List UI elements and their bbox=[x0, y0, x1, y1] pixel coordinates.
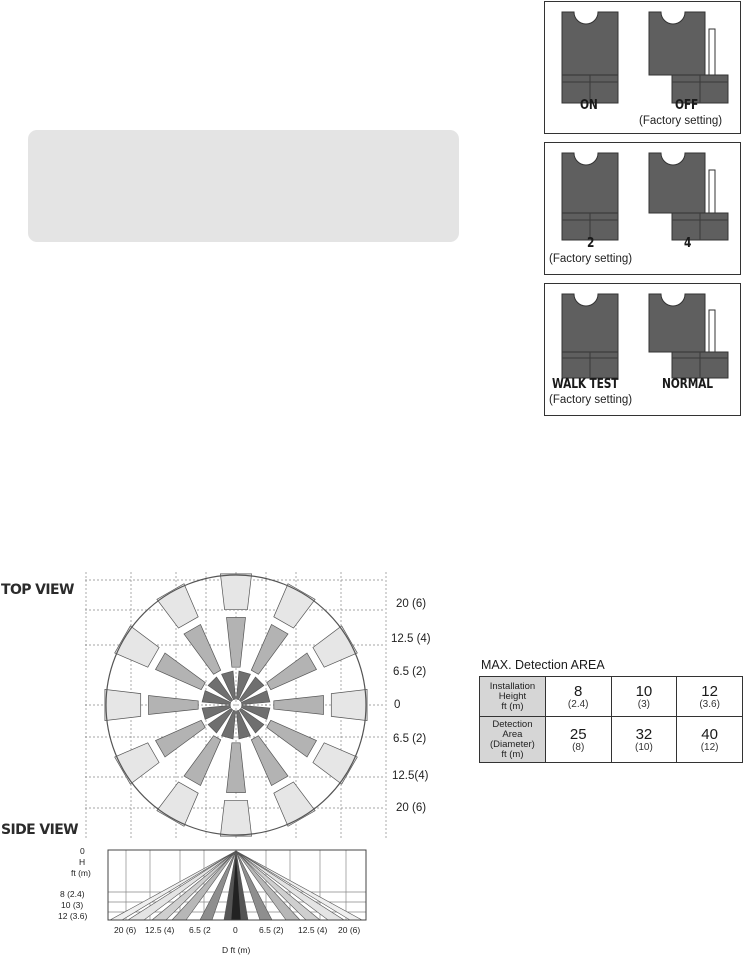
detection-zone bbox=[105, 689, 141, 720]
jumper-off-graphic bbox=[649, 12, 728, 103]
x-axis-label: D ft (m) bbox=[222, 945, 251, 955]
detection-zone bbox=[267, 720, 317, 757]
detection-zone bbox=[331, 689, 367, 720]
top-view-label: TOP VIEW bbox=[1, 582, 74, 598]
jumper-2-graphic bbox=[562, 153, 618, 240]
detection-zone bbox=[274, 782, 315, 826]
row-header-height: Installation Height ft (m) bbox=[480, 677, 546, 717]
detection-zone bbox=[115, 626, 159, 667]
table-cell: 8 (2.4) bbox=[545, 677, 611, 717]
distance-label: 12.5(4) bbox=[392, 770, 429, 782]
jumper-left-note: (Factory setting) bbox=[549, 394, 633, 406]
detection-zone bbox=[227, 618, 246, 668]
distance-label: 6.5 (2) bbox=[393, 733, 427, 745]
table-cell: 25 (8) bbox=[545, 717, 611, 763]
detection-zone bbox=[184, 625, 221, 675]
jumper-4-graphic bbox=[649, 153, 728, 240]
height-label: 8 (2.4) bbox=[60, 889, 85, 899]
jumper-panel-led bbox=[544, 1, 741, 134]
distance-tick: 6.5 (2) bbox=[259, 925, 284, 935]
jumper-right-label: OFF bbox=[675, 98, 699, 113]
distance-label: 20 (6) bbox=[396, 598, 427, 610]
note-box bbox=[28, 130, 459, 242]
table-row bbox=[480, 677, 743, 717]
detection-zone bbox=[156, 653, 206, 690]
distance-label: 6.5 (2) bbox=[393, 666, 427, 678]
distance-label: 20 (6) bbox=[396, 802, 427, 814]
side-axis-label: 0 bbox=[80, 846, 85, 856]
detection-zone bbox=[115, 743, 159, 784]
jumper-left-label: 2 bbox=[587, 236, 595, 251]
jumper-left-label: WALK TEST bbox=[552, 377, 619, 392]
jumper-illustration bbox=[545, 2, 740, 133]
detection-zone bbox=[251, 736, 288, 786]
jumper-right-label: 4 bbox=[684, 236, 692, 251]
detection-table-title: MAX. Detection AREA bbox=[481, 658, 605, 672]
detection-zone bbox=[274, 696, 324, 715]
side-axis-label: ft (m) bbox=[71, 868, 91, 878]
jumper-right-label: NORMAL bbox=[662, 377, 713, 392]
row-header-area: Detection Area (Diameter) ft (m) bbox=[480, 717, 546, 763]
distance-tick: 20 (6) bbox=[114, 925, 137, 935]
side-view-diagram bbox=[100, 846, 370, 922]
detection-zone bbox=[227, 743, 246, 793]
side-view-label: SIDE VIEW bbox=[1, 822, 79, 838]
height-label: 12 (3.6) bbox=[58, 911, 88, 921]
detection-zone bbox=[267, 653, 317, 690]
distance-label: 12.5 (4) bbox=[391, 633, 431, 645]
jumper-panel-mode bbox=[544, 283, 741, 416]
detection-zone bbox=[157, 782, 198, 826]
jumper-left-note: (Factory setting) bbox=[549, 253, 633, 265]
table-row bbox=[480, 717, 743, 763]
distance-tick: 12.5 (4) bbox=[298, 925, 328, 935]
detection-zone bbox=[251, 625, 288, 675]
jumper-right-note: (Factory setting) bbox=[639, 115, 723, 127]
jumper-walk-test-graphic bbox=[562, 294, 618, 378]
distance-tick: 0 bbox=[233, 925, 238, 935]
detection-zone bbox=[313, 743, 357, 784]
detection-zone bbox=[220, 574, 251, 610]
detection-zone bbox=[184, 736, 221, 786]
detection-zone bbox=[313, 626, 357, 667]
detection-table bbox=[479, 676, 743, 763]
side-axis-label: H bbox=[79, 857, 86, 867]
jumper-left-label: ON bbox=[580, 98, 598, 113]
distance-tick: 12.5 (4) bbox=[145, 925, 175, 935]
distance-tick: 20 (6) bbox=[338, 925, 361, 935]
table-cell: 32 (10) bbox=[611, 717, 677, 763]
detection-zone bbox=[220, 800, 251, 836]
table-cell: 10 (3) bbox=[611, 677, 677, 717]
detection-zone bbox=[157, 584, 198, 628]
detection-zone bbox=[274, 584, 315, 628]
table-cell: 12 (3.6) bbox=[677, 677, 743, 717]
detection-zone bbox=[156, 720, 206, 757]
distance-tick: 6.5 (2 bbox=[189, 925, 211, 935]
detection-zone bbox=[149, 696, 199, 715]
distance-label: 0 bbox=[394, 699, 401, 711]
jumper-normal-graphic bbox=[649, 294, 728, 378]
side-view-detection-zones bbox=[110, 851, 362, 920]
height-label: 10 (3) bbox=[61, 900, 84, 910]
jumper-on-graphic bbox=[562, 12, 618, 103]
table-cell: 40 (12) bbox=[677, 717, 743, 763]
jumper-panel-pulse bbox=[544, 142, 741, 275]
